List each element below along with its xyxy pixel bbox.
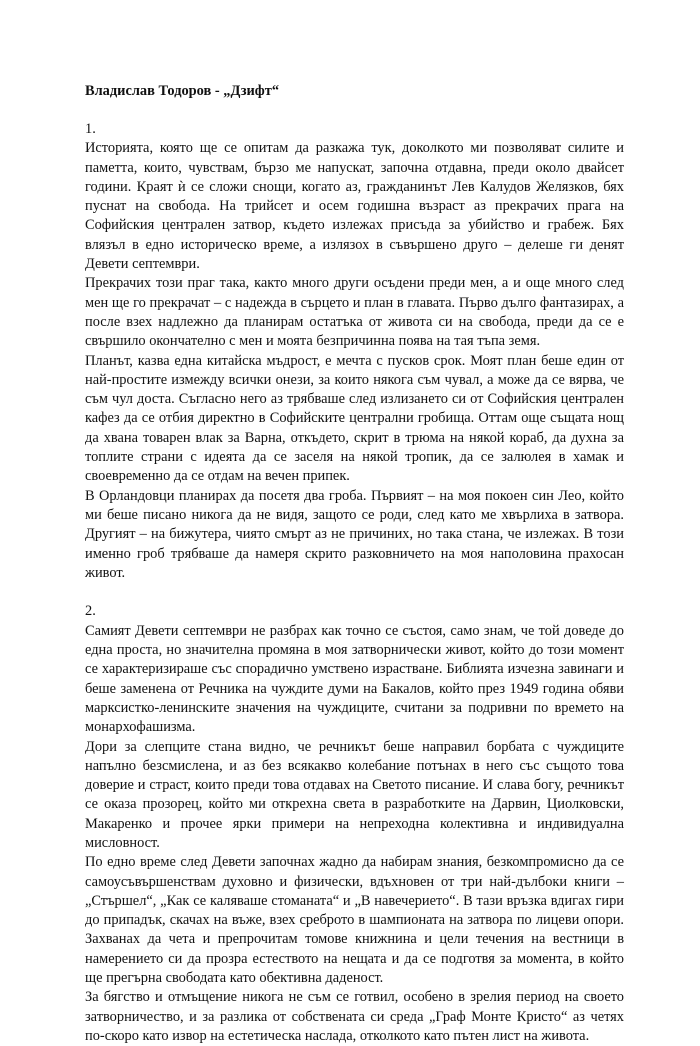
paragraph: Историята, която ще се опитам да разкажа тук, доколкото ми позволяват силите и паметта, които, чувствам, бързо ме напускат, започна отдавна, преди около двайсет години. Краят ѝ се сложи снощи, когато аз, гражданинът Лев Калудов Желязков, бях пуснат на свобода. На трийсет и осем годишна възраст аз прекрачих прага на Софийския централен затвор, където излежах присъда за убийство и грабеж. Бях влязъл в едно историческо време, а излязох в съвършено друго – делеше ги денят Девети септември.	[85, 140, 624, 273]
section-number: 2.	[85, 603, 96, 620]
paragraph: За бягство и отмъщение никога не съм се готвил, особено в зрелия период на своето затворничество, и за разлика от собствената си среда „Граф Монте Кристо“ аз четях по-скоро като извор на естетическа наслада, отколкото като пътен лист на живота.	[85, 989, 624, 1044]
section-2	[85, 602, 624, 1046]
paragraph: Планът, казва една китайска мъдрост, е мечта с пусков срок. Моят план беше един от най-простите измежду всички онези, за които някога съм чувал, а може да се вярва, че съм чул доста. Съгласно него аз трябваше след излизането си от Софийския централен кафез да се отбия директно в Софийските централни гробища. Оттам още същата нощ да хвана товарен влак за Варна, откъдето, скрит в трюма на някой кораб, да духна за топлите страни с идеята да се заселя на някой тропик, да се залюлея в хамак и своевременно да се отдам на вечен припек.	[85, 352, 624, 485]
section-spacer	[85, 583, 624, 602]
section-number: 1.	[85, 121, 96, 137]
section-1	[85, 120, 624, 583]
paragraph: Дори за слепците стана видно, че речникът беше направил борбата с чуждиците напълно безсмислена, и аз без всякакво колебание потънах в него със същото това доверие и страст, които преди това отдавах на Светото писание. И слава богу, речникът се оказа прозорец, който ми открехна света в разработките на Дарвин, Циолковски, Макаренко и прочее ярки примери на непреходна колективна и индивидуална мисловност.	[85, 738, 624, 851]
paragraph: В Орландовци планирах да посетя два гроба. Първият – на моя покоен син Лео, който ми беше писано никога да не видя, защото се роди, след като ме хвърлиха в затвора. Другият – на бижутера, чиято смърт аз не причиних, но така стана, че излежах. В този именно гроб трябваше да намеря скрито разковничето на моя наполовина прахосан живот.	[85, 487, 624, 581]
paragraph: По едно време след Девети започнах жадно да набирам знания, безкомпромисно да се самоусъвършенствам духовно и физически, вдъхновен от три най-дълбоки книги – „Стършел“, „Как се каляваше стоманата“ и „В навечерието“. В тази връзка вдигах гири до припадък, скачах на въже, взех среброто в шампионата на затвора по лицеви опори. Захванах да чета и препрочитам томове книжнина и цели течения на вестници в намерението си да прозра естеството на нещата и да се подготвя за момента, в който ще прегърна свободата като обективна даденост.	[85, 854, 624, 987]
paragraph: Самият Девети септември не разбрах как точно се състоя, само знам, че той доведе до една проста, но значителна промяна в моя затворнически живот, който до този момент се характеризираше със спорадично умствено израстване. Библията изчезна завинаги и беше заменена от Речника на чуждите думи на Бакалов, който през 1949 година обяви марксистко-ленинските значения на чуждиците, считани за подривни по времето на монархофашизма.	[85, 622, 624, 736]
paragraph: Прекрачих този праг така, както много други осъдени преди мен, а и още много след мен ще го прекрачат – с надежда в сърцето и план в главата. Първо дълго фантазирах, а после взех надлежно да планирам остатъка от живота си на свобода, преди да се е свършило окончателно с мен и моята безпричинна поява на тая тъпа земя.	[85, 275, 624, 350]
document-title: Владислав Тодоров - „Дзифт“	[85, 83, 280, 99]
